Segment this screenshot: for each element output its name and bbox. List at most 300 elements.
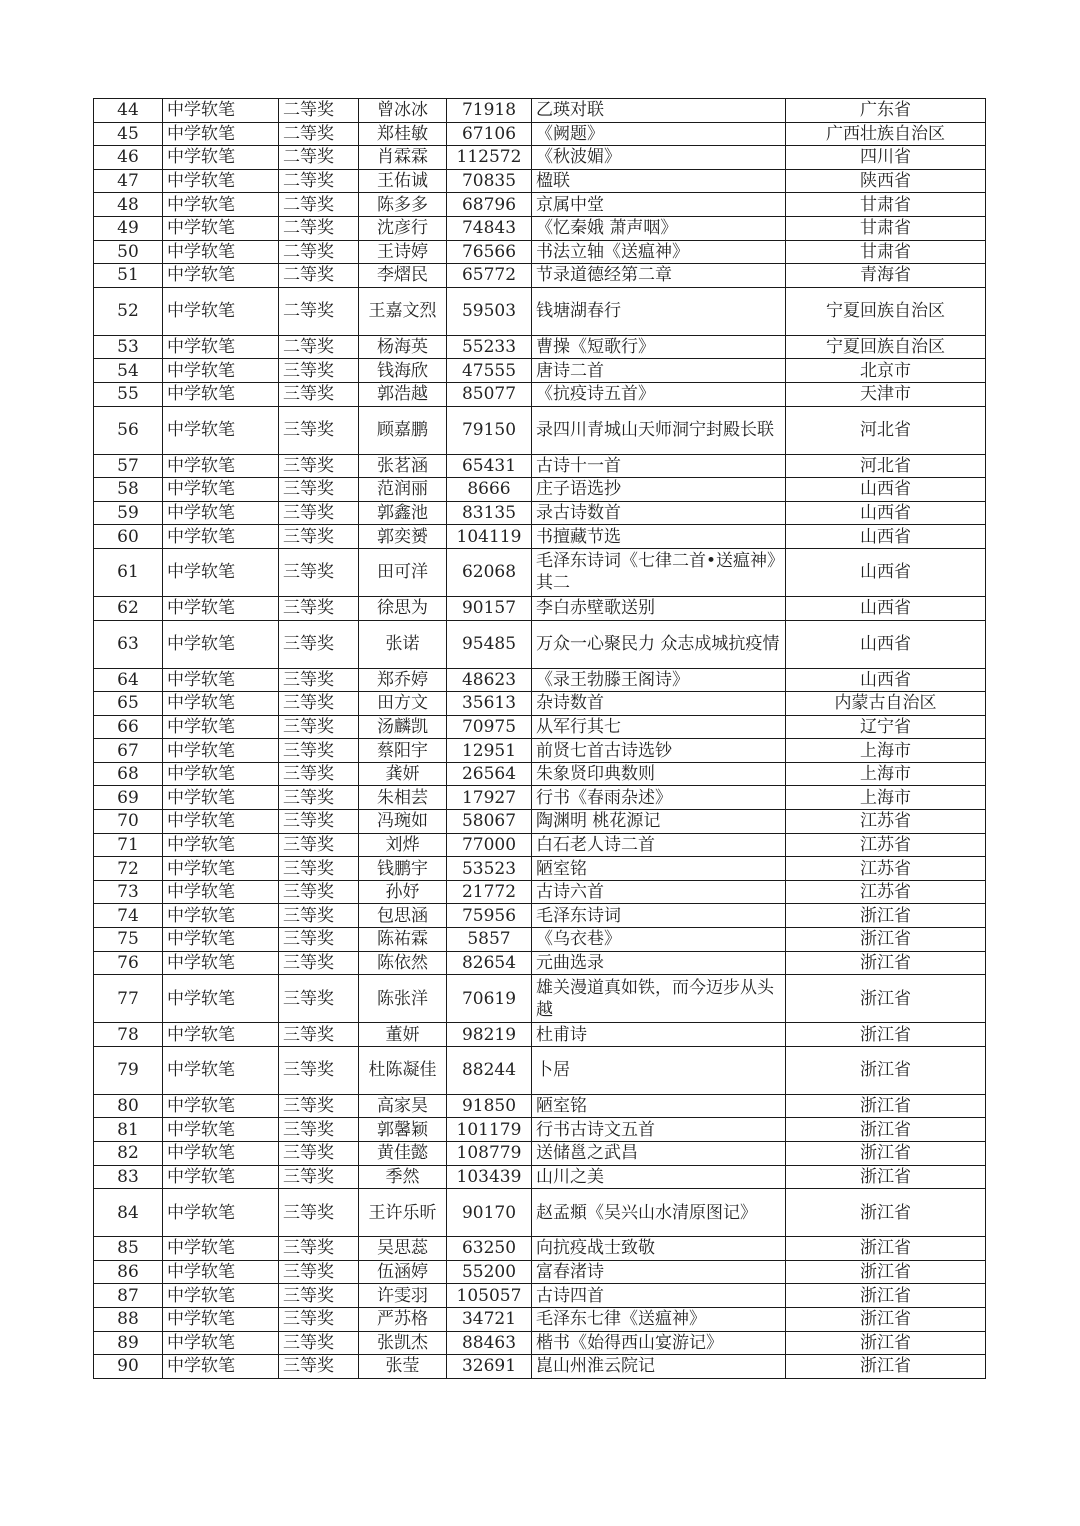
entry-id-cell: 55233 [447,335,532,359]
category-cell: 中学软笔 [163,739,279,763]
award-level-cell: 二等奖 [279,335,359,359]
award-level-cell: 三等奖 [279,478,359,502]
award-level-cell: 三等奖 [279,1355,359,1379]
award-level-cell: 三等奖 [279,810,359,834]
work-title-cell: 庄子语选抄 [532,478,786,502]
category-cell: 中学软笔 [163,762,279,786]
entry-id-cell: 104119 [447,525,532,549]
entry-id-cell: 26564 [447,762,532,786]
award-level-cell: 三等奖 [279,880,359,904]
award-level-cell: 二等奖 [279,122,359,146]
table-row [94,382,986,406]
work-title-cell: 曹操《短歌行》 [532,335,786,359]
entry-id-cell: 65431 [447,454,532,478]
table-row [94,359,986,383]
entry-id-cell: 59503 [447,287,532,335]
name-cell: 顾嘉鹏 [359,406,447,454]
work-title-cell: 录四川青城山天师洞宁封殿长联 [532,406,786,454]
name-cell: 田方文 [359,692,447,716]
name-cell: 沈彦行 [359,216,447,240]
row-number: 77 [94,975,163,1023]
work-title-cell: 元曲选录 [532,951,786,975]
province-cell: 浙江省 [786,1237,986,1261]
entry-id-cell: 108779 [447,1142,532,1166]
award-level-cell: 三等奖 [279,1046,359,1094]
province-cell: 浙江省 [786,1118,986,1142]
row-number: 46 [94,146,163,170]
work-title-cell: 《阙题》 [532,122,786,146]
entry-id-cell: 82654 [447,951,532,975]
row-number: 89 [94,1331,163,1355]
table-row [94,857,986,881]
province-cell: 河北省 [786,454,986,478]
name-cell: 孙妤 [359,880,447,904]
name-cell: 许雯羽 [359,1284,447,1308]
province-cell: 四川省 [786,146,986,170]
province-cell: 山西省 [786,620,986,668]
entry-id-cell: 103439 [447,1165,532,1189]
work-title-cell: 陋室铭 [532,857,786,881]
province-cell: 陕西省 [786,169,986,193]
work-title-cell: 乙瑛对联 [532,99,786,123]
table-row [94,1046,986,1094]
award-level-cell: 二等奖 [279,240,359,264]
province-cell: 上海市 [786,786,986,810]
row-number: 54 [94,359,163,383]
row-number: 82 [94,1142,163,1166]
category-cell: 中学软笔 [163,216,279,240]
category-cell: 中学软笔 [163,692,279,716]
row-number: 56 [94,406,163,454]
row-number: 64 [94,668,163,692]
entry-id-cell: 101179 [447,1118,532,1142]
entry-id-cell: 17927 [447,786,532,810]
name-cell: 陈多多 [359,193,447,217]
award-level-cell: 三等奖 [279,833,359,857]
entry-id-cell: 91850 [447,1094,532,1118]
category-cell: 中学软笔 [163,1355,279,1379]
category-cell: 中学软笔 [163,833,279,857]
row-number: 47 [94,169,163,193]
province-cell: 江苏省 [786,833,986,857]
work-title-cell: 崑山州淮云院记 [532,1355,786,1379]
table-row [94,1094,986,1118]
province-cell: 浙江省 [786,1355,986,1379]
table-row [94,975,986,1023]
province-cell: 辽宁省 [786,715,986,739]
entry-id-cell: 75956 [447,904,532,928]
category-cell: 中学软笔 [163,478,279,502]
table-row [94,1331,986,1355]
name-cell: 张莹 [359,1355,447,1379]
province-cell: 河北省 [786,406,986,454]
work-title-cell: 古诗十一首 [532,454,786,478]
table-row [94,668,986,692]
table-row [94,786,986,810]
row-number: 81 [94,1118,163,1142]
category-cell: 中学软笔 [163,928,279,952]
entry-id-cell: 85077 [447,382,532,406]
table-row [94,146,986,170]
table-row [94,169,986,193]
work-title-cell: 《乌衣巷》 [532,928,786,952]
row-number: 50 [94,240,163,264]
work-title-cell: 书法立轴《送瘟神》 [532,240,786,264]
table-row [94,1284,986,1308]
work-title-cell: 书擅藏节选 [532,525,786,549]
category-cell: 中学软笔 [163,951,279,975]
name-cell: 包思涵 [359,904,447,928]
award-level-cell: 三等奖 [279,501,359,525]
award-level-cell: 三等奖 [279,975,359,1023]
province-cell: 内蒙古自治区 [786,692,986,716]
table-row [94,1355,986,1379]
row-number: 60 [94,525,163,549]
award-level-cell: 三等奖 [279,786,359,810]
entry-id-cell: 5857 [447,928,532,952]
entry-id-cell: 63250 [447,1237,532,1261]
province-cell: 山西省 [786,596,986,620]
entry-id-cell: 65772 [447,264,532,288]
category-cell: 中学软笔 [163,1165,279,1189]
work-title-cell: 《忆秦娥 萧声咽》 [532,216,786,240]
row-number: 83 [94,1165,163,1189]
province-cell: 浙江省 [786,904,986,928]
province-cell: 甘肃省 [786,193,986,217]
row-number: 49 [94,216,163,240]
table-row [94,810,986,834]
entry-id-cell: 98219 [447,1023,532,1047]
name-cell: 张凯杰 [359,1331,447,1355]
table-row [94,287,986,335]
entry-id-cell: 88244 [447,1046,532,1094]
table-row [94,739,986,763]
category-cell: 中学软笔 [163,122,279,146]
table-row [94,216,986,240]
award-list-body [94,99,986,1379]
work-title-cell: 行书《春雨杂述》 [532,786,786,810]
name-cell: 张茗涵 [359,454,447,478]
category-cell: 中学软笔 [163,1094,279,1118]
row-number: 62 [94,596,163,620]
work-title-cell: 钱塘湖春行 [532,287,786,335]
name-cell: 朱相芸 [359,786,447,810]
table-row [94,335,986,359]
work-title-cell: 雄关漫道真如铁，而今迈步从头越 [532,975,786,1023]
row-number: 52 [94,287,163,335]
category-cell: 中学软笔 [163,668,279,692]
work-title-cell: 白石老人诗二首 [532,833,786,857]
row-number: 74 [94,904,163,928]
province-cell: 浙江省 [786,1284,986,1308]
award-level-cell: 三等奖 [279,525,359,549]
table-row [94,715,986,739]
award-level-cell: 二等奖 [279,99,359,123]
province-cell: 北京市 [786,359,986,383]
name-cell: 刘烨 [359,833,447,857]
category-cell: 中学软笔 [163,975,279,1023]
name-cell: 董妍 [359,1023,447,1047]
category-cell: 中学软笔 [163,857,279,881]
entry-id-cell: 68796 [447,193,532,217]
name-cell: 陈张洋 [359,975,447,1023]
table-row [94,193,986,217]
category-cell: 中学软笔 [163,335,279,359]
entry-id-cell: 48623 [447,668,532,692]
name-cell: 李熠民 [359,264,447,288]
award-level-cell: 三等奖 [279,951,359,975]
award-level-cell: 三等奖 [279,1094,359,1118]
name-cell: 陈依然 [359,951,447,975]
row-number: 67 [94,739,163,763]
name-cell: 杜陈凝佳 [359,1046,447,1094]
province-cell: 宁夏回族自治区 [786,287,986,335]
province-cell: 浙江省 [786,1260,986,1284]
work-title-cell: 毛泽东七律《送瘟神》 [532,1307,786,1331]
work-title-cell: 李白赤壁歌送别 [532,596,786,620]
entry-id-cell: 76566 [447,240,532,264]
work-title-cell: 送储邕之武昌 [532,1142,786,1166]
name-cell: 黄佳懿 [359,1142,447,1166]
province-cell: 浙江省 [786,951,986,975]
province-cell: 上海市 [786,739,986,763]
row-number: 65 [94,692,163,716]
table-row [94,1118,986,1142]
category-cell: 中学软笔 [163,1023,279,1047]
table-row [94,762,986,786]
work-title-cell: 楹联 [532,169,786,193]
category-cell: 中学软笔 [163,1118,279,1142]
award-level-cell: 三等奖 [279,739,359,763]
category-cell: 中学软笔 [163,880,279,904]
table-row [94,1237,986,1261]
row-number: 76 [94,951,163,975]
row-number: 72 [94,857,163,881]
category-cell: 中学软笔 [163,1046,279,1094]
row-number: 79 [94,1046,163,1094]
province-cell: 甘肃省 [786,240,986,264]
province-cell: 浙江省 [786,928,986,952]
category-cell: 中学软笔 [163,264,279,288]
work-title-cell: 《秋波媚》 [532,146,786,170]
category-cell: 中学软笔 [163,1331,279,1355]
award-level-cell: 三等奖 [279,692,359,716]
entry-id-cell: 58067 [447,810,532,834]
work-title-cell: 朱象贤印典数则 [532,762,786,786]
table-row [94,525,986,549]
row-number: 51 [94,264,163,288]
name-cell: 季然 [359,1165,447,1189]
award-level-cell: 三等奖 [279,668,359,692]
row-number: 69 [94,786,163,810]
category-cell: 中学软笔 [163,548,279,596]
entry-id-cell: 67106 [447,122,532,146]
name-cell: 高家昊 [359,1094,447,1118]
category-cell: 中学软笔 [163,99,279,123]
category-cell: 中学软笔 [163,169,279,193]
award-level-cell: 三等奖 [279,1331,359,1355]
province-cell: 山西省 [786,525,986,549]
award-level-cell: 三等奖 [279,928,359,952]
row-number: 88 [94,1307,163,1331]
row-number: 55 [94,382,163,406]
name-cell: 龚妍 [359,762,447,786]
table-row [94,99,986,123]
row-number: 84 [94,1189,163,1237]
award-level-cell: 三等奖 [279,1189,359,1237]
province-cell: 山西省 [786,548,986,596]
table-row [94,620,986,668]
category-cell: 中学软笔 [163,1142,279,1166]
entry-id-cell: 112572 [447,146,532,170]
entry-id-cell: 32691 [447,1355,532,1379]
table-row [94,692,986,716]
row-number: 53 [94,335,163,359]
award-level-cell: 二等奖 [279,264,359,288]
work-title-cell: 毛泽东诗词 [532,904,786,928]
name-cell: 陈祐霖 [359,928,447,952]
category-cell: 中学软笔 [163,1307,279,1331]
row-number: 48 [94,193,163,217]
table-row [94,264,986,288]
category-cell: 中学软笔 [163,596,279,620]
name-cell: 郭馨颖 [359,1118,447,1142]
table-row [94,406,986,454]
row-number: 73 [94,880,163,904]
award-level-cell: 二等奖 [279,287,359,335]
work-title-cell: 节录道德经第二章 [532,264,786,288]
row-number: 70 [94,810,163,834]
province-cell: 青海省 [786,264,986,288]
award-level-cell: 三等奖 [279,406,359,454]
table-row [94,880,986,904]
award-level-cell: 三等奖 [279,1142,359,1166]
row-number: 86 [94,1260,163,1284]
table-row [94,1189,986,1237]
work-title-cell: 行书古诗文五首 [532,1118,786,1142]
name-cell: 郑乔婷 [359,668,447,692]
table-row [94,1307,986,1331]
award-level-cell: 三等奖 [279,1023,359,1047]
work-title-cell: 赵孟頫《吴兴山水清原图记》 [532,1189,786,1237]
award-level-cell: 二等奖 [279,146,359,170]
table-row [94,478,986,502]
entry-id-cell: 90170 [447,1189,532,1237]
entry-id-cell: 90157 [447,596,532,620]
entry-id-cell: 70835 [447,169,532,193]
category-cell: 中学软笔 [163,146,279,170]
table-row [94,122,986,146]
work-title-cell: 唐诗二首 [532,359,786,383]
table-row [94,928,986,952]
category-cell: 中学软笔 [163,1189,279,1237]
name-cell: 蔡阳宇 [359,739,447,763]
category-cell: 中学软笔 [163,1260,279,1284]
entry-id-cell: 12951 [447,739,532,763]
name-cell: 王诗婷 [359,240,447,264]
work-title-cell: 向抗疫战士致敬 [532,1237,786,1261]
row-number: 44 [94,99,163,123]
work-title-cell: 万众一心聚民力 众志成城抗疫情 [532,620,786,668]
work-title-cell: 古诗四首 [532,1284,786,1308]
award-level-cell: 三等奖 [279,454,359,478]
award-level-cell: 三等奖 [279,857,359,881]
award-list-table [93,98,986,1379]
province-cell: 天津市 [786,382,986,406]
table-row [94,454,986,478]
row-number: 75 [94,928,163,952]
entry-id-cell: 55200 [447,1260,532,1284]
province-cell: 江苏省 [786,880,986,904]
row-number: 45 [94,122,163,146]
category-cell: 中学软笔 [163,240,279,264]
table-row [94,1260,986,1284]
work-title-cell: 《抗疫诗五首》 [532,382,786,406]
entry-id-cell: 95485 [447,620,532,668]
row-number: 71 [94,833,163,857]
province-cell: 山西省 [786,668,986,692]
award-level-cell: 三等奖 [279,1307,359,1331]
name-cell: 范润丽 [359,478,447,502]
award-level-cell: 三等奖 [279,359,359,383]
row-number: 87 [94,1284,163,1308]
award-level-cell: 三等奖 [279,596,359,620]
category-cell: 中学软笔 [163,359,279,383]
row-number: 63 [94,620,163,668]
name-cell: 郭奕赟 [359,525,447,549]
entry-id-cell: 83135 [447,501,532,525]
award-level-cell: 三等奖 [279,1165,359,1189]
name-cell: 钱鹏宇 [359,857,447,881]
award-level-cell: 三等奖 [279,1284,359,1308]
work-title-cell: 古诗六首 [532,880,786,904]
province-cell: 宁夏回族自治区 [786,335,986,359]
name-cell: 张诺 [359,620,447,668]
province-cell: 浙江省 [786,1023,986,1047]
province-cell: 上海市 [786,762,986,786]
work-title-cell: 楷书《始得西山宴游记》 [532,1331,786,1355]
name-cell: 郭浩越 [359,382,447,406]
award-level-cell: 二等奖 [279,216,359,240]
table-row [94,833,986,857]
row-number: 85 [94,1237,163,1261]
province-cell: 浙江省 [786,1189,986,1237]
entry-id-cell: 71918 [447,99,532,123]
province-cell: 浙江省 [786,1046,986,1094]
work-title-cell: 山川之美 [532,1165,786,1189]
table-row [94,1165,986,1189]
row-number: 61 [94,548,163,596]
work-title-cell: 毛泽东诗词《七律二首•送瘟神》其二 [532,548,786,596]
province-cell: 甘肃省 [786,216,986,240]
entry-id-cell: 70619 [447,975,532,1023]
name-cell: 徐思为 [359,596,447,620]
entry-id-cell: 21772 [447,880,532,904]
award-level-cell: 三等奖 [279,762,359,786]
province-cell: 山西省 [786,478,986,502]
name-cell: 田可洋 [359,548,447,596]
category-cell: 中学软笔 [163,193,279,217]
name-cell: 吴思蕊 [359,1237,447,1261]
work-title-cell: 陋室铭 [532,1094,786,1118]
category-cell: 中学软笔 [163,1284,279,1308]
province-cell: 浙江省 [786,1094,986,1118]
name-cell: 钱海欣 [359,359,447,383]
category-cell: 中学软笔 [163,287,279,335]
name-cell: 冯琬如 [359,810,447,834]
award-level-cell: 三等奖 [279,715,359,739]
entry-id-cell: 70975 [447,715,532,739]
